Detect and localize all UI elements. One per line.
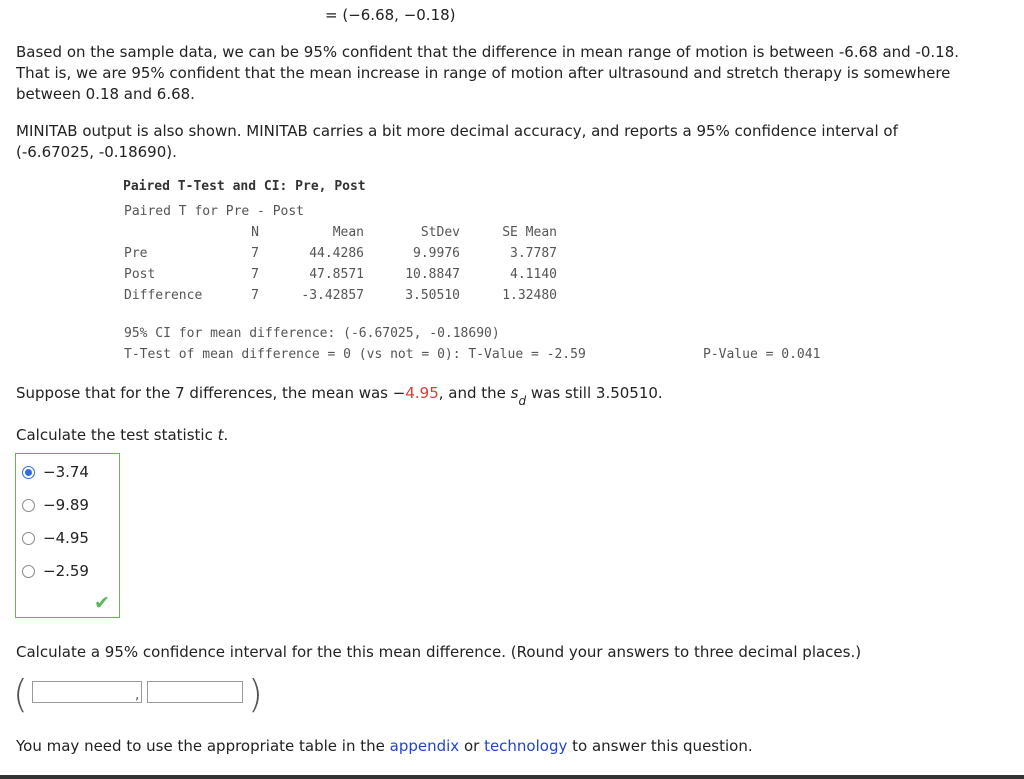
radio-button[interactable]	[22, 532, 35, 545]
minitab-intro-paragraph	[16, 121, 1006, 163]
ttest-line: T-Test of mean difference = 0 (vs not = 0): T-Value = -2.59	[124, 347, 586, 362]
option-label: −9.89	[43, 496, 89, 514]
interpretation-paragraph	[16, 42, 1006, 105]
option-label: −3.74	[43, 463, 89, 481]
row-se: 3.7787	[510, 246, 557, 261]
row-se: 4.1140	[510, 267, 557, 282]
row-label: Pre	[124, 246, 148, 261]
row-label: Post	[124, 267, 156, 282]
option-label: −4.95	[43, 529, 89, 547]
option-label: −2.59	[43, 562, 89, 580]
radio-button-selected[interactable]	[22, 466, 35, 479]
ci-line: 95% CI for mean difference: (-6.67025, -0.18690)	[124, 326, 500, 341]
minitab-title: Paired T-Test and CI: Pre, Post	[123, 179, 366, 194]
sd-symbol: $s_d$	[510, 384, 527, 408]
suppose-part3: was still 3.50510.	[526, 384, 663, 402]
header-stdev: StDev	[420, 225, 460, 240]
header-n: N	[251, 225, 259, 240]
option-1[interactable]	[22, 461, 89, 483]
comma: ,	[135, 687, 140, 703]
close-paren: )	[248, 672, 263, 716]
para1-line1: Based on the sample data, we can be 95% confident that the difference in mean range of motion is between -6.68 and -0.18.	[16, 43, 960, 61]
header-se-mean: SE Mean	[502, 225, 557, 240]
row-stdev: 10.8847	[405, 267, 460, 282]
checkmark-icon: ✔	[94, 592, 110, 614]
row-n: 7	[251, 246, 259, 261]
row-n: 7	[251, 267, 259, 282]
question-confidence-interval: Calculate a 95% confidence interval for the this mean difference. (Round your answers to three decimal places.)	[16, 643, 862, 661]
ci-result: = (−6.68, −0.18)	[325, 6, 456, 24]
minitab-subtitle: Paired T for Pre - Post	[124, 204, 305, 219]
row-n: 7	[251, 288, 259, 303]
open-paren: (	[13, 672, 28, 716]
upper-bound-input[interactable]	[147, 681, 243, 703]
row-mean: -3.42857	[301, 288, 364, 303]
p-value: P-Value = 0.041	[703, 347, 821, 362]
footer-note: You may need to use the appropriate table in the appendix or technology to answer this question.	[16, 737, 753, 755]
appendix-link[interactable]: appendix	[389, 737, 460, 755]
para2-line2: (-6.67025, -0.18690).	[16, 143, 177, 161]
row-mean: 47.8571	[309, 267, 364, 282]
suppose-part2: , and the	[438, 384, 511, 402]
option-4[interactable]	[22, 560, 89, 582]
technology-link[interactable]: technology	[484, 737, 568, 755]
suppose-statement	[16, 383, 663, 409]
radio-button[interactable]	[22, 499, 35, 512]
para2-line1: MINITAB output is also shown. MINITAB carries a bit more decimal accuracy, and reports a 95% confidence interval of	[16, 122, 898, 140]
para1-line2: That is, we are 95% confident that the mean increase in range of motion after ultrasound and stretch therapy is somewhere	[16, 64, 951, 82]
row-mean: 44.4286	[309, 246, 364, 261]
row-se: 1.32480	[502, 288, 557, 303]
para1-line3: between 0.18 and 6.68.	[16, 85, 195, 103]
option-2[interactable]	[22, 494, 89, 516]
suppose-part1: Suppose that for the 7 differences, the mean was −	[16, 384, 406, 402]
option-3[interactable]	[22, 527, 89, 549]
row-stdev: 3.50510	[405, 288, 460, 303]
radio-button[interactable]	[22, 565, 35, 578]
question-test-statistic: Calculate the test statistic t.	[16, 426, 229, 444]
row-label: Difference	[124, 288, 203, 303]
header-mean: Mean	[332, 225, 364, 240]
mean-value: 4.95	[405, 384, 439, 402]
bottom-bar	[0, 775, 1024, 779]
lower-bound-input[interactable]	[32, 681, 142, 703]
row-stdev: 9.9976	[413, 246, 460, 261]
